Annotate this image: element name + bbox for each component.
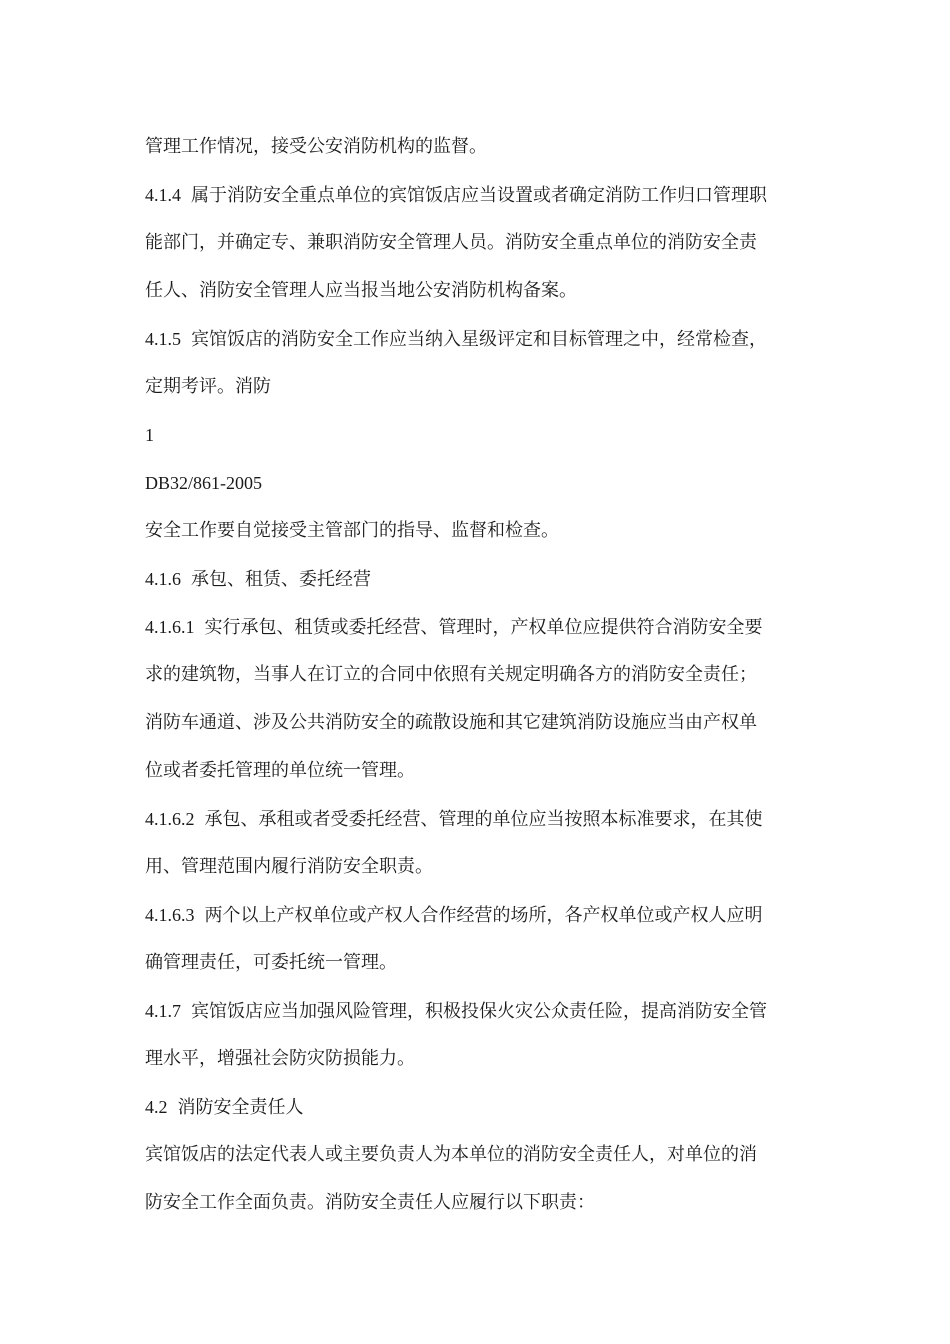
section-number: 4.2 xyxy=(145,1097,168,1117)
clause-number: 4.1.6.1 xyxy=(145,617,195,637)
line-text: 实行承包、租赁或委托经营、管理时，产权单位应提供符合消防安全要 xyxy=(204,617,763,638)
line-text: 消防车通道、涉及公共消防安全的疏散设施和其它建筑消防设施应当由产权单 xyxy=(145,712,757,733)
text-line xyxy=(145,1143,825,1167)
text-line xyxy=(145,759,825,783)
line-text: 定期考评。消防 xyxy=(145,376,271,397)
line-text: 管理工作情况，接受公安消防机构的监督。 xyxy=(145,136,487,157)
text-line xyxy=(145,951,825,975)
clause-number: 4.1.5 xyxy=(145,329,181,349)
clause-4-1-5 xyxy=(145,327,825,352)
clause-number: 4.1.7 xyxy=(145,1001,181,1021)
clause-4-1-6-3 xyxy=(145,903,825,928)
text-line xyxy=(145,1191,825,1215)
standard-code-value: DB32/861-2005 xyxy=(145,473,262,493)
line-text: 宾馆饭店的消防安全工作应当纳入星级评定和目标管理之中，经常检查， xyxy=(191,329,767,350)
clause-number: 4.1.6 xyxy=(145,569,181,589)
line-text: 能部门，并确定专、兼职消防安全管理人员。消防安全重点单位的消防安全责 xyxy=(145,232,757,253)
section-4-2 xyxy=(145,1095,825,1120)
clause-4-1-4 xyxy=(145,183,825,208)
line-text: 防安全工作全面负责。消防安全责任人应履行以下职责： xyxy=(145,1192,595,1213)
line-text: 属于消防安全重点单位的宾馆饭店应当设置或者确定消防工作归口管理职 xyxy=(191,185,767,206)
clause-4-1-6 xyxy=(145,567,825,592)
line-text: 理水平，增强社会防灾防损能力。 xyxy=(145,1048,415,1069)
text-line xyxy=(145,135,825,159)
line-text: 位或者委托管理的单位统一管理。 xyxy=(145,760,415,781)
line-text: 安全工作要自觉接受主管部门的指导、监督和检查。 xyxy=(145,520,559,541)
line-text: 任人、消防安全管理人应当报当地公安消防机构备案。 xyxy=(145,280,577,301)
text-line xyxy=(145,279,825,303)
page-number-value: 1 xyxy=(145,425,154,445)
section-title: 消防安全责任人 xyxy=(177,1097,304,1118)
line-text: 宾馆饭店的法定代表人或主要负责人为本单位的消防安全责任人，对单位的消 xyxy=(145,1144,757,1165)
clause-number: 4.1.6.2 xyxy=(145,809,195,829)
clause-number: 4.1.6.3 xyxy=(145,905,195,925)
line-text: 确管理责任，可委托统一管理。 xyxy=(145,952,397,973)
text-line xyxy=(145,519,825,543)
clause-number: 4.1.4 xyxy=(145,185,181,205)
clause-4-1-6-2 xyxy=(145,807,825,832)
line-text: 宾馆饭店应当加强风险管理，积极投保火灾公众责任险，提高消防安全管 xyxy=(191,1001,767,1022)
text-line xyxy=(145,711,825,735)
line-text: 两个以上产权单位或产权人合作经营的场所，各产权单位或产权人应明 xyxy=(204,905,763,926)
line-text: 求的建筑物，当事人在订立的合同中依照有关规定明确各方的消防安全责任； xyxy=(145,664,757,685)
text-line xyxy=(145,663,825,687)
line-text: 承包、承租或者受委托经营、管理的单位应当按照本标准要求，在其使 xyxy=(204,809,763,830)
clause-4-1-7 xyxy=(145,999,825,1024)
text-line xyxy=(145,1047,825,1071)
standard-code xyxy=(145,471,825,495)
line-text: 用、管理范围内履行消防安全职责。 xyxy=(145,856,433,877)
line-text: 承包、租赁、委托经营 xyxy=(191,569,371,590)
text-line xyxy=(145,231,825,255)
page-number xyxy=(145,423,825,447)
text-line xyxy=(145,855,825,879)
text-line xyxy=(145,375,825,399)
clause-4-1-6-1 xyxy=(145,615,825,640)
